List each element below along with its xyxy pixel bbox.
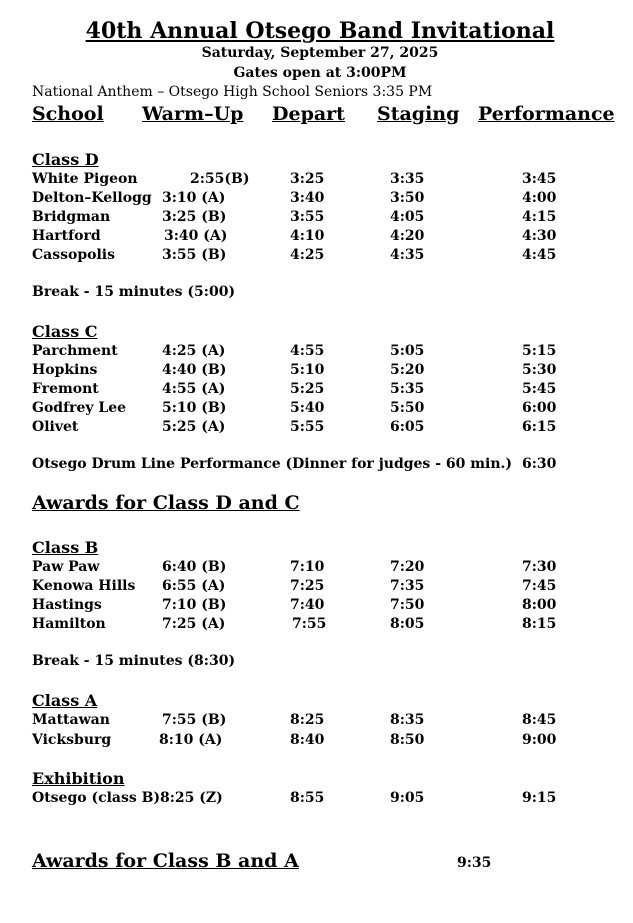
break-1: Break - 15 minutes (5:00) bbox=[32, 284, 236, 300]
gates-open: Gates open at 3:00PM bbox=[233, 65, 407, 81]
performance-cell: 4:00 bbox=[522, 190, 557, 206]
staging-cell: 7:35 bbox=[390, 578, 425, 594]
school-cell: Mattawan bbox=[32, 712, 110, 728]
warmup-cell: 6:40 (B) bbox=[162, 559, 227, 575]
school-cell: Hopkins bbox=[32, 362, 98, 378]
anthem-line: National Anthem – Otsego High School Seniors 3:35 PM bbox=[32, 84, 433, 100]
staging-cell: 8:35 bbox=[390, 712, 425, 728]
staging-cell: 3:50 bbox=[390, 190, 425, 206]
warmup-cell: 5:25 (A) bbox=[162, 419, 226, 435]
warmup-cell: 3:10 (A) bbox=[162, 190, 226, 206]
warmup-cell: 7:25 (A) bbox=[162, 616, 226, 632]
depart-cell: 5:25 bbox=[290, 381, 325, 397]
depart-cell: 8:55 bbox=[290, 790, 325, 806]
awards-b-a-time: 9:35 bbox=[457, 855, 492, 871]
drumline-time: 6:30 bbox=[522, 456, 557, 472]
staging-cell: 8:05 bbox=[390, 616, 425, 632]
warmup-cell: 7:55 (B) bbox=[162, 712, 227, 728]
staging-cell: 5:35 bbox=[390, 381, 425, 397]
staging-cell: 5:20 bbox=[390, 362, 425, 378]
header-school: School bbox=[32, 103, 104, 125]
staging-cell: 4:20 bbox=[390, 228, 425, 244]
depart-cell: 4:10 bbox=[290, 228, 325, 244]
depart-cell: 5:40 bbox=[290, 400, 325, 416]
school-cell: Bridgman bbox=[32, 209, 111, 225]
staging-cell: 4:35 bbox=[390, 247, 425, 263]
warmup-cell: 3:25 (B) bbox=[162, 209, 227, 225]
warmup-cell: 7:10 (B) bbox=[162, 597, 227, 613]
staging-cell: 8:50 bbox=[390, 731, 425, 748]
event-date: Saturday, September 27, 2025 bbox=[201, 45, 439, 61]
warmup-cell: 8:25 (Z) bbox=[160, 790, 223, 806]
depart-cell: 8:25 bbox=[290, 712, 325, 728]
staging-cell: 5:50 bbox=[390, 400, 425, 416]
performance-cell: 4:45 bbox=[522, 247, 557, 263]
depart-cell: 4:55 bbox=[290, 343, 325, 359]
school-cell: Kenowa Hills bbox=[32, 578, 136, 594]
awards-d-c: Awards for Class D and C bbox=[32, 492, 300, 514]
performance-cell: 3:45 bbox=[522, 171, 557, 187]
performance-cell: 5:15 bbox=[522, 343, 557, 359]
header-depart: Depart bbox=[272, 103, 345, 125]
warmup-cell: 3:40 (A) bbox=[164, 228, 228, 244]
depart-cell: 3:55 bbox=[290, 209, 325, 225]
warmup-cell: 4:25 (A) bbox=[162, 343, 226, 359]
depart-cell: 7:55 bbox=[292, 616, 327, 632]
depart-cell: 7:10 bbox=[290, 559, 325, 575]
page-title: 40th Annual Otsego Band Invitational bbox=[85, 18, 555, 44]
school-cell: Paw Paw bbox=[32, 559, 100, 575]
school-cell: Cassopolis bbox=[32, 247, 115, 263]
staging-cell: 4:05 bbox=[390, 209, 425, 225]
warmup-cell: 6:55 (A) bbox=[162, 578, 226, 594]
performance-cell: 9:15 bbox=[522, 790, 557, 806]
class-b-heading: Class B bbox=[32, 538, 99, 557]
awards-b-a: Awards for Class B and A bbox=[32, 850, 299, 872]
class-c-heading: Class C bbox=[32, 322, 98, 341]
depart-cell: 5:55 bbox=[290, 419, 325, 435]
performance-cell: 7:45 bbox=[522, 578, 557, 594]
school-cell: Vicksburg bbox=[32, 731, 112, 748]
warmup-cell: 4:40 (B) bbox=[162, 362, 227, 378]
performance-cell: 5:45 bbox=[522, 381, 557, 397]
performance-cell: 8:45 bbox=[522, 712, 557, 728]
school-cell: Hartford bbox=[32, 228, 101, 244]
class-d-heading: Class D bbox=[32, 150, 99, 169]
performance-cell: 4:30 bbox=[522, 228, 557, 244]
school-cell: Delton–Kellogg bbox=[32, 190, 152, 206]
warmup-cell: 2:55(B) bbox=[190, 171, 250, 187]
depart-cell: 7:40 bbox=[290, 597, 325, 613]
header-performance: Performance bbox=[478, 103, 615, 125]
school-cell: Godfrey Lee bbox=[32, 400, 127, 416]
header-warmup: Warm–Up bbox=[142, 103, 244, 125]
performance-cell: 8:00 bbox=[522, 597, 557, 613]
depart-cell: 3:25 bbox=[290, 171, 325, 187]
depart-cell: 3:40 bbox=[290, 190, 325, 206]
warmup-cell: 8:10 (A) bbox=[159, 731, 223, 748]
depart-cell: 8:40 bbox=[290, 731, 325, 748]
school-cell: Parchment bbox=[32, 343, 118, 359]
exhibition-heading: Exhibition bbox=[32, 769, 125, 788]
performance-cell: 6:00 bbox=[522, 400, 557, 416]
depart-cell: 5:10 bbox=[290, 362, 325, 378]
school-cell: Fremont bbox=[32, 381, 99, 397]
school-cell: Hastings bbox=[32, 597, 102, 613]
drumline-text: Otsego Drum Line Performance (Dinner for judges - 60 min.) bbox=[32, 456, 513, 472]
staging-cell: 7:50 bbox=[390, 597, 425, 613]
staging-cell: 3:35 bbox=[390, 171, 425, 187]
break-2: Break - 15 minutes (8:30) bbox=[32, 653, 236, 669]
warmup-cell: 5:10 (B) bbox=[162, 400, 227, 416]
staging-cell: 5:05 bbox=[390, 343, 425, 359]
performance-cell: 6:15 bbox=[522, 419, 557, 435]
staging-cell: 9:05 bbox=[390, 790, 425, 806]
staging-cell: 7:20 bbox=[390, 559, 425, 575]
school-cell: Olivet bbox=[32, 419, 79, 435]
class-a-heading: Class A bbox=[32, 691, 98, 710]
header-staging: Staging bbox=[377, 103, 460, 125]
depart-cell: 7:25 bbox=[290, 578, 325, 594]
performance-cell: 4:15 bbox=[522, 209, 557, 225]
warmup-cell: 3:55 (B) bbox=[162, 247, 227, 263]
depart-cell: 4:25 bbox=[290, 247, 325, 263]
school-cell: Hamilton bbox=[32, 616, 106, 632]
performance-cell: 7:30 bbox=[522, 559, 557, 575]
staging-cell: 6:05 bbox=[390, 419, 425, 435]
school-cell: White Pigeon bbox=[32, 171, 138, 187]
warmup-cell: 4:55 (A) bbox=[162, 381, 226, 397]
performance-cell: 9:00 bbox=[522, 731, 557, 748]
performance-cell: 8:15 bbox=[522, 616, 557, 632]
performance-cell: 5:30 bbox=[522, 362, 557, 378]
school-cell: Otsego (class B) bbox=[32, 790, 161, 806]
